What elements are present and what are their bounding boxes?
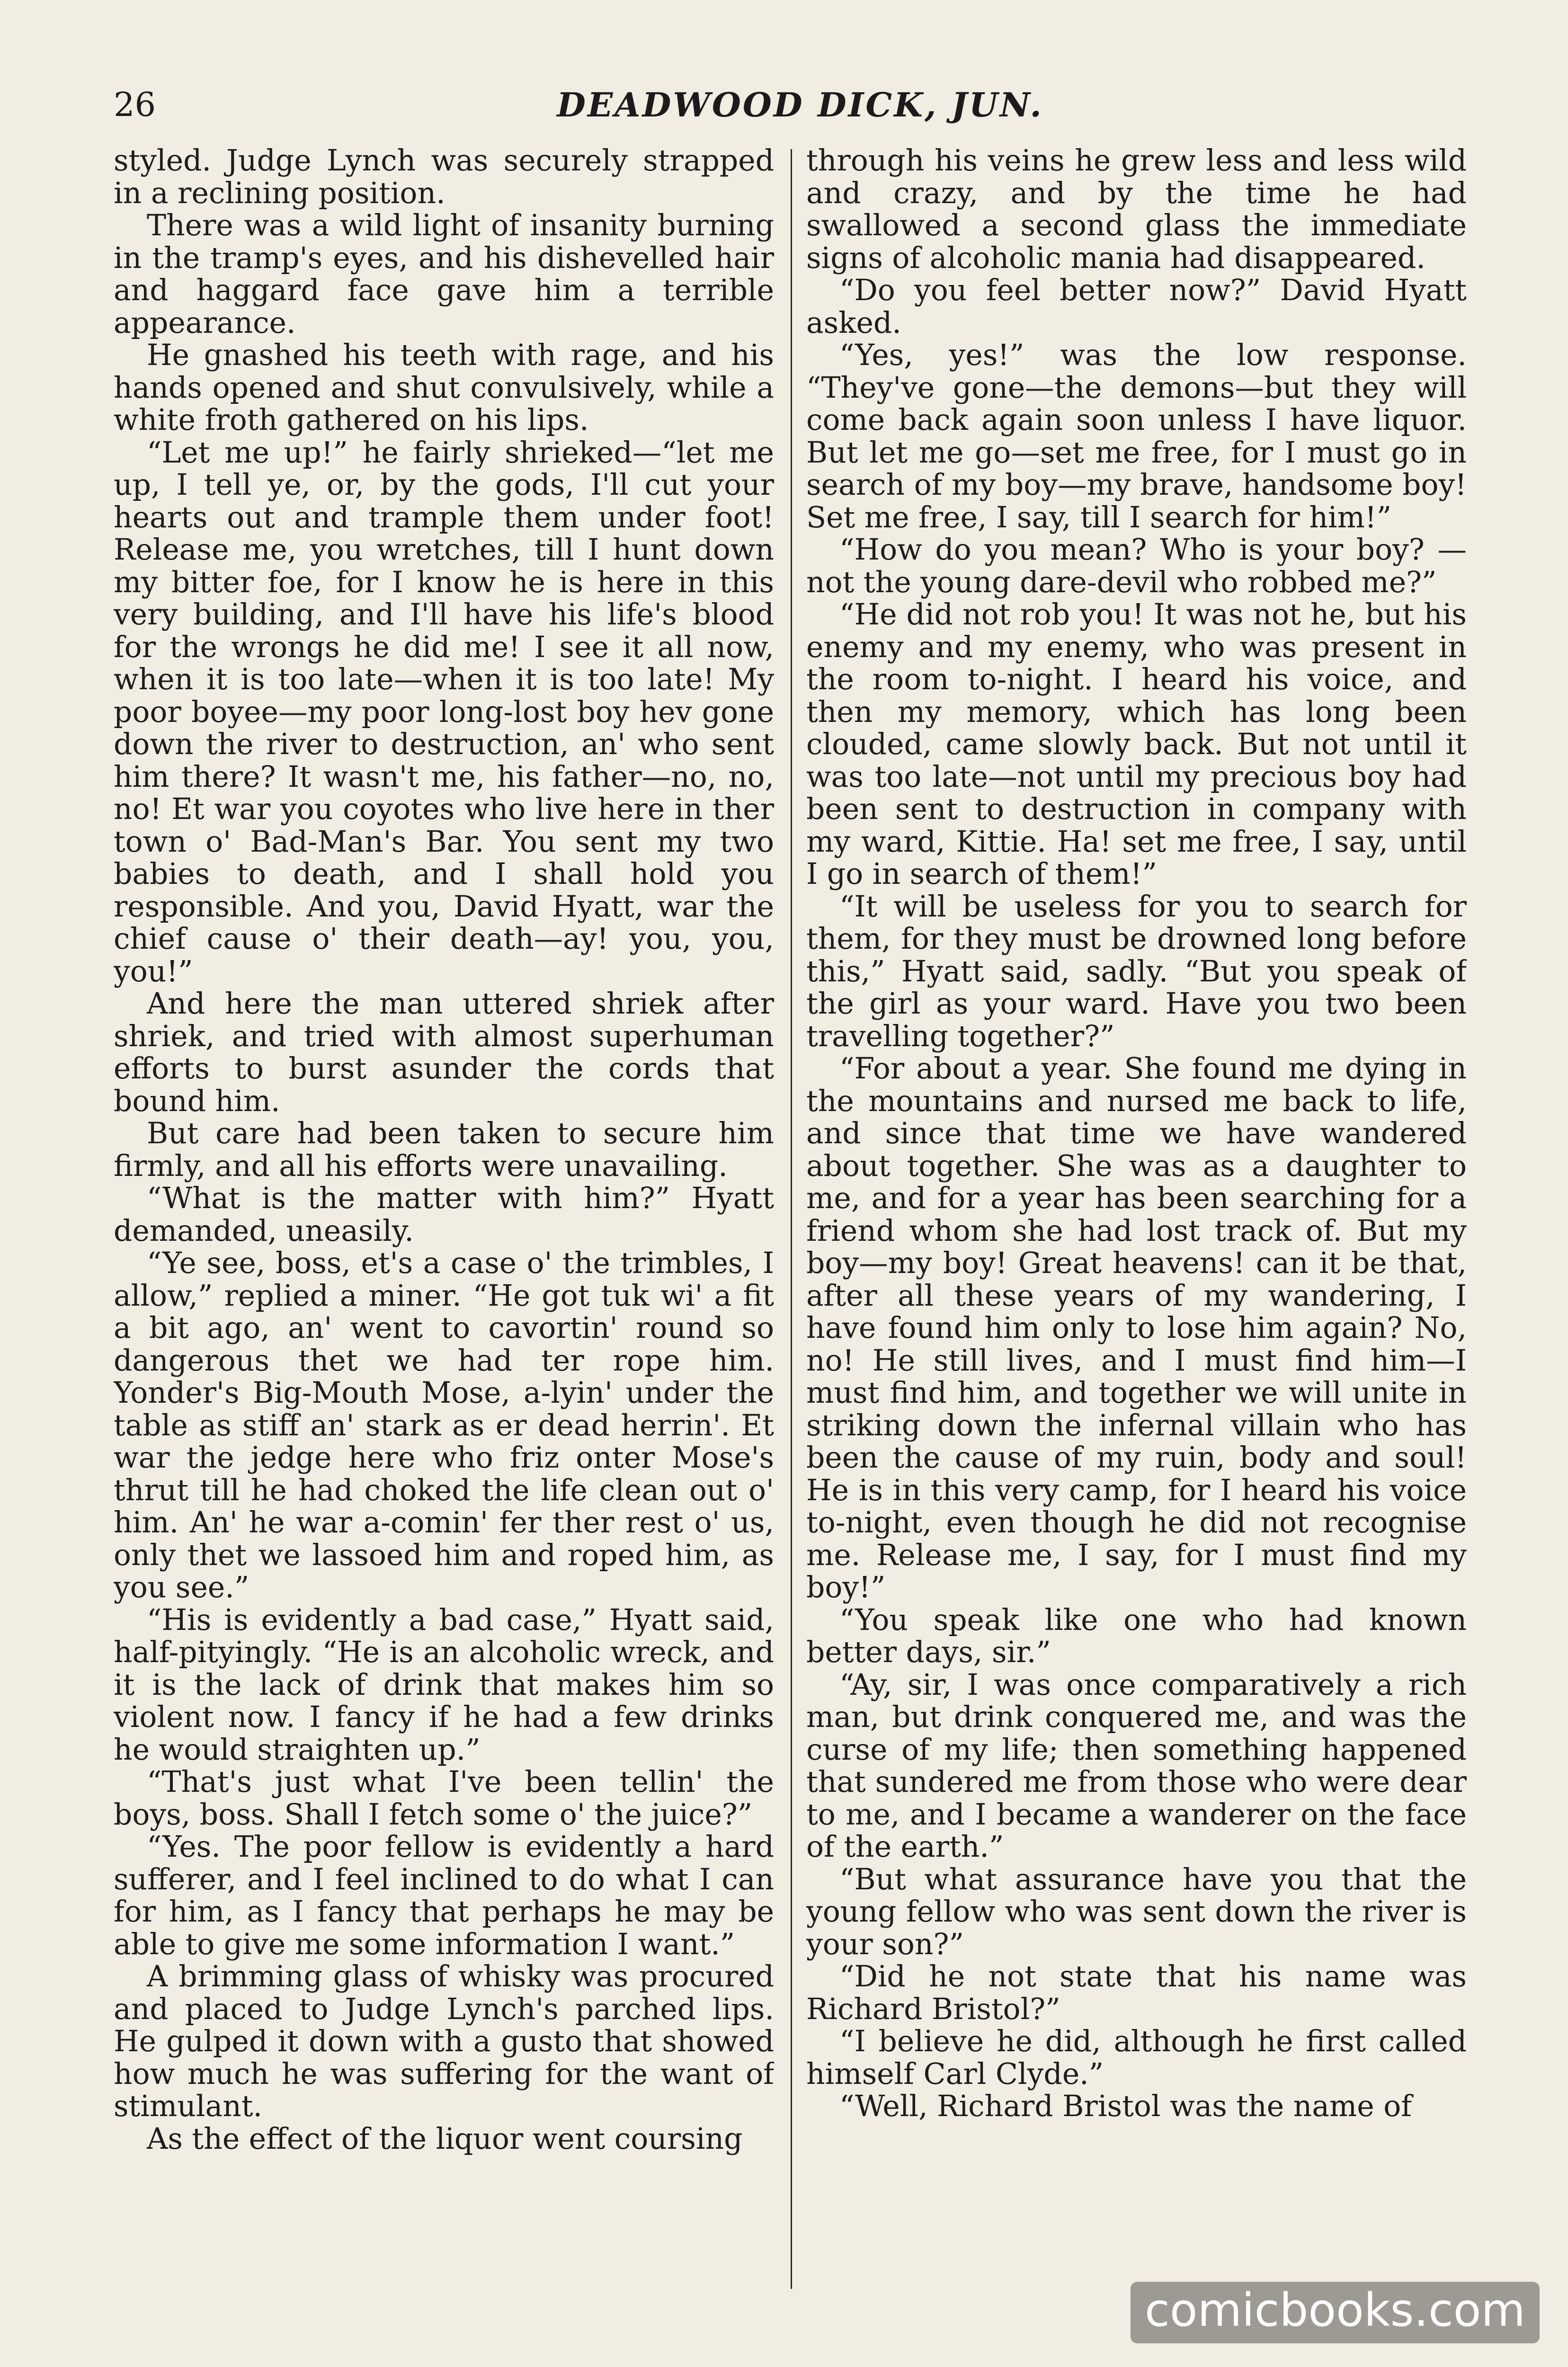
paragraph: “Yes, yes!” was the low response. “They've gone—the demons—but they will come back again soon unless I have liquor. But let me go—set me free, for I must go in search of my boy—my brave, handsome boy! Set me free, I say, till I search for him!” xyxy=(806,338,1467,534)
paragraph: “Do you feel better now?” David Hyatt asked. xyxy=(806,273,1467,340)
paragraph: And here the man uttered shriek after shriek, and tried with almost superhuman efforts to burst asunder the cords that bound him. xyxy=(114,987,774,1118)
paragraph: There was a wild light of insanity burning in the tramp's eyes, and his dishevelled hair and haggard face gave him a terrible appearance. xyxy=(114,208,774,340)
paragraph: A brimming glass of whisky was procured and placed to Judge Lynch's parched lips. He gulped it down with a gusto that showed how much he was suffering for the want of stimulant. xyxy=(114,1959,774,2123)
column-divider xyxy=(791,149,792,2289)
paragraph: “Ay, sir, I was once comparatively a rich man, but drink conquered me, and was the curse of my life; then something happened that sundered me from those who were dear to me, and I became a wanderer on the face of the earth.” xyxy=(806,1667,1467,1864)
paragraph: As the effect of the liquor went coursing xyxy=(147,2121,743,2156)
paragraph: styled. Judge Lynch was securely strapped in a reclining position. xyxy=(114,144,774,210)
paragraph: He gnashed his teeth with rage, and his hands opened and shut convulsively, while a white froth gathered on his lips. xyxy=(114,338,774,437)
paragraph: through his veins he grew less and less wild and crazy, and by the time he had swallowed a second glass the immediate signs of alcoholic mania had disappeared. xyxy=(806,144,1467,275)
paragraph: “For about a year. She found me dying in the mountains and nursed me back to life, and since that time we have wandered about together. She was as a daughter to me, and for a year has been searching for a friend whom she had lost track of. But my boy—my boy! Great heavens! can it be that, after all these years of my wandering, I have found him only to lose him again? No, no! He still lives, and I must find him—I must find him, and together we will unite in striking down the infernal villain who has been the cause of my ruin, body and soul! He is in this very camp, for I heard his voice to-night, even though he did not recognise me. Release me, I say, for I must find my boy!” xyxy=(806,1051,1467,1604)
paragraph: “His is evidently a bad case,” Hyatt said, half-pityingly. “He is an alcoholic wreck, and it is the lack of drink that makes him so violent now. I fancy if he had a few drinks he would straighten up.” xyxy=(114,1602,774,1767)
paragraph: “Ye see, boss, et's a case o' the trimbles, I allow,” replied a miner. “He got tuk wi' a fit a bit ago, an' went to cavortin' round so dangerous thet we had ter rope him. Yonder's Big-Mouth Mose, a-lyin' under the table as stiff an' stark as er dead herrin'. Et war the jedge here who friz onter Mose's thrut till he had choked the life clean out o' him. An' he war a-comin' fer ther rest o' us, only thet we lassoed him and roped him, as you see.” xyxy=(114,1246,774,1604)
left-column xyxy=(114,144,774,2289)
running-title: DEADWOOD DICK, JUN. xyxy=(557,85,1043,125)
paragraph: But care had been taken to secure him firmly, and all his efforts were unavailing. xyxy=(114,1116,774,1183)
right-column xyxy=(806,144,1467,2289)
paragraph: “Did he not state that his name was Richard Bristol?” xyxy=(806,1959,1467,2026)
paragraph: “You speak like one who had known better days, sir.” xyxy=(806,1602,1467,1669)
paragraph: “What is the matter with him?” Hyatt demanded, uneasily. xyxy=(114,1181,774,1248)
paragraph: “Well, Richard Bristol was the name of xyxy=(839,2089,1412,2123)
paragraph: “That's just what I've been tellin' the boys, boss. Shall I fetch some o' the juice?” xyxy=(114,1765,774,1832)
paragraph: “Let me up!” he fairly shrieked—“let me up, I tell ye, or, by the gods, I'll cut your hearts out and trample them under foot! Release me, you wretches, till I hunt down my bitter foe, for I know he is here in this very building, and I'll have his life's blood for the wrongs he did me! I see it all now, when it is too late—when it is too late! My poor boyee—my poor long-lost boy hev gone down the river to destruction, an' who sent him there? It wasn't me, his father—no, no, no! Et war you coyotes who live here in ther town o' Bad-Man's Bar. You sent my two babies to death, and I shall hold you responsible. And you, David Hyatt, war the chief cause o' their death—ay! you, you, you!” xyxy=(114,435,774,988)
watermark: comicbooks.com xyxy=(1131,2282,1540,2343)
paragraph: “Yes. The poor fellow is evidently a hard sufferer, and I feel inclined to do what I can for him, as I fancy that perhaps he may be able to give me some information I want.” xyxy=(114,1830,774,1961)
paragraph: “It will be useless for you to search for them, for they must be drowned long before this,” Hyatt said, sadly. “But you speak of the girl as your ward. Have you two been travelling together?” xyxy=(806,889,1467,1053)
paragraph: “I believe he did, although he first called himself Carl Clyde.” xyxy=(806,2024,1467,2091)
page-number: 26 xyxy=(114,85,156,124)
paragraph: “How do you mean? Who is your boy? —not the young dare-devil who robbed me?” xyxy=(806,533,1467,599)
paragraph: “But what assurance have you that the young fellow who was sent down the river is your son?” xyxy=(806,1862,1467,1961)
page-header xyxy=(114,85,1487,137)
paragraph: “He did not rob you! It was not he, but his enemy and my enemy, who was present in the room to-night. I heard his voice, and then my memory, which has long been clouded, came slowly back. But not until it was too late—not until my precious boy had been sent to destruction in company with my ward, Kittie. Ha! set me free, I say, until I go in search of them!” xyxy=(806,597,1467,891)
